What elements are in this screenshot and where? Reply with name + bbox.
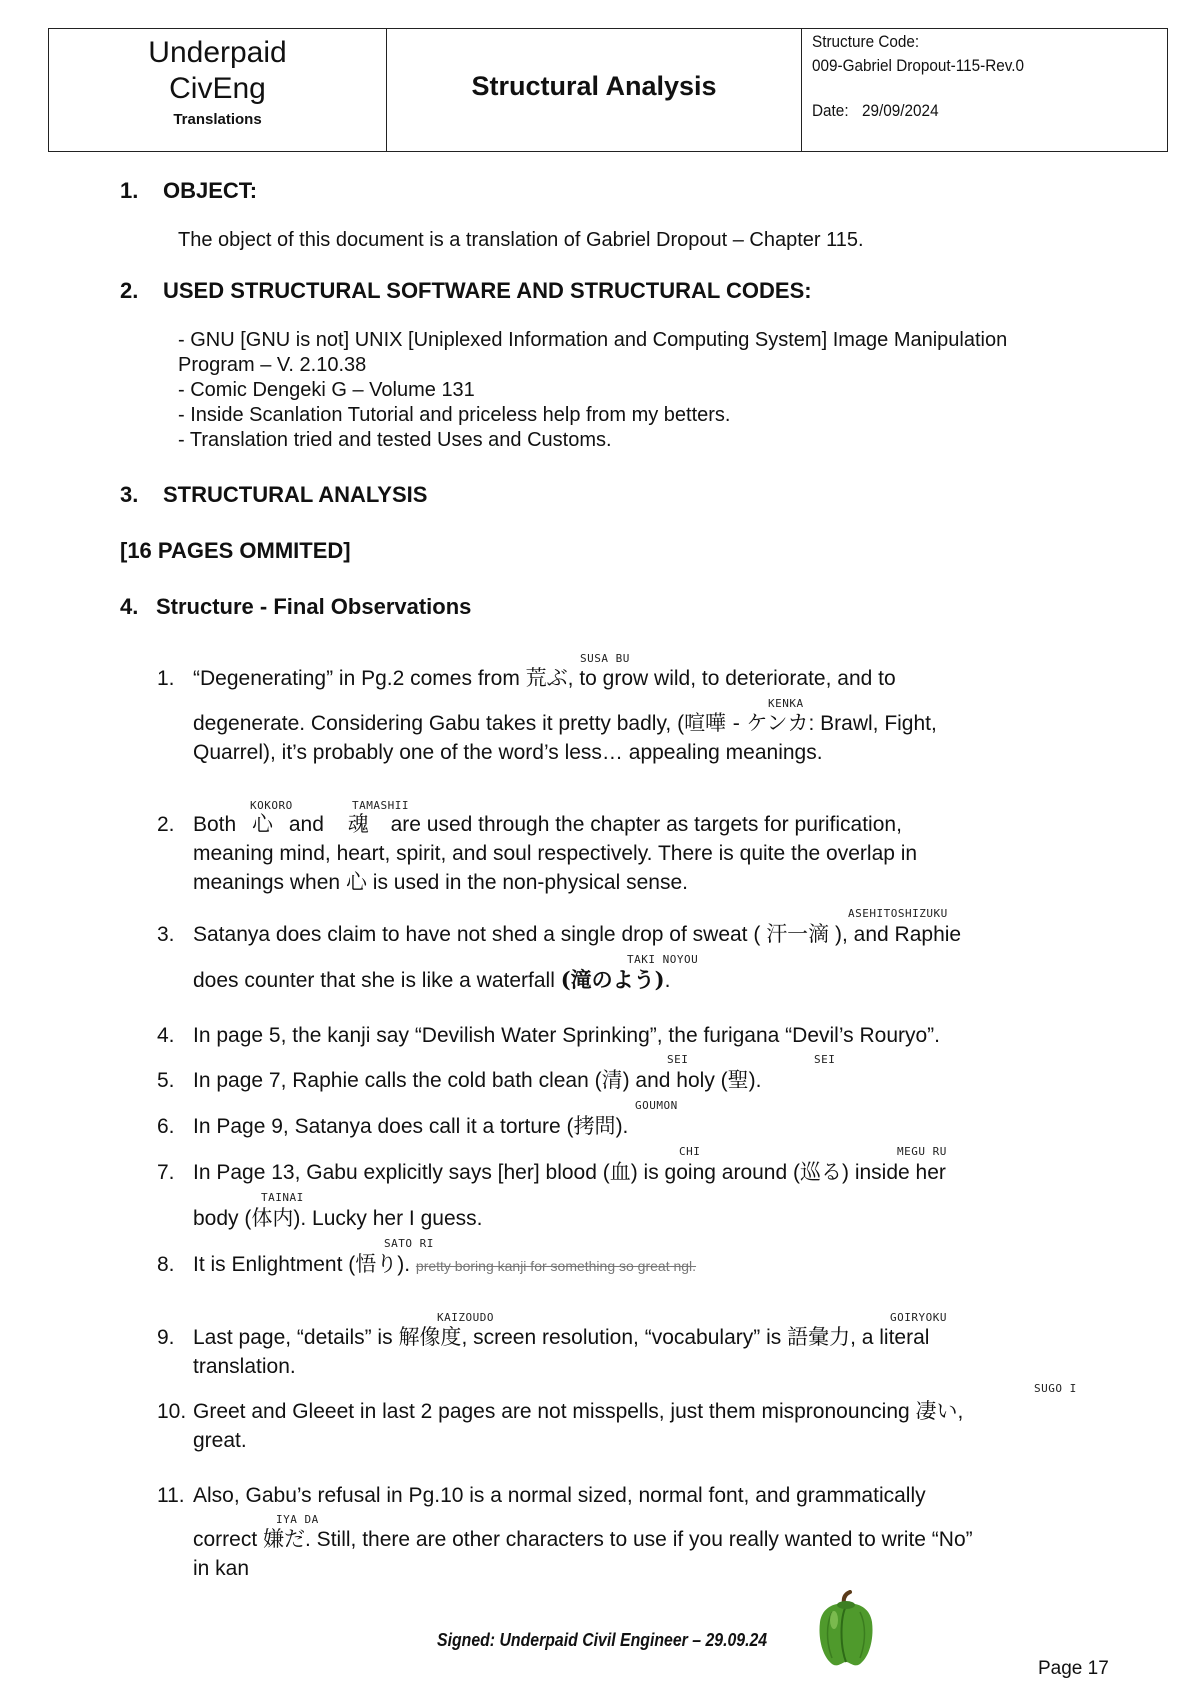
observation-2-kanji-2: 魂 xyxy=(347,812,369,836)
observation-7-number: 7. xyxy=(157,1161,175,1184)
observation-6-kanji-1: 拷問 xyxy=(573,1114,616,1138)
observation-7-furigana-2: MEGU RU xyxy=(897,1145,947,1158)
software-line-5: - Translation tried and tested Uses and Customs. xyxy=(178,429,612,451)
observation-2-line-3: meanings when 心 is used in the non-physical sense. xyxy=(193,870,688,894)
observation-2-furigana-2: TAMASHII xyxy=(352,799,409,812)
observation-11-line-2: correct 嫌だ. Still, there are other characters to use if you really wanted to write “No” xyxy=(193,1527,973,1551)
observation-11-line-3: in kan xyxy=(193,1557,250,1580)
observation-9-furigana-2: GOIRYOKU xyxy=(890,1311,947,1324)
section-1-text: The object of this document is a translation of Gabriel Dropout – Chapter 115. xyxy=(178,229,864,251)
omitted-pages-note: [16 PAGES OMMITED] xyxy=(120,538,351,563)
date-label: Date: xyxy=(812,101,849,120)
observation-2-kanji-1: 心 xyxy=(252,812,274,836)
observation-7-furigana-3: TAINAI xyxy=(261,1191,304,1204)
observation-9-line-2: translation. xyxy=(193,1355,296,1378)
company-name-line1: Underpaid xyxy=(148,36,287,69)
section-4-heading: Structure - Final Observations xyxy=(156,594,472,619)
observation-10-number: 10. xyxy=(157,1400,187,1423)
observation-8-strikethrough-note: pretty boring kanji for something so great ngl. xyxy=(415,1258,697,1274)
signature-line: Signed: Underpaid Civil Engineer – 29.09.24 xyxy=(437,1630,768,1650)
observation-9-kanji-1: 解像度 xyxy=(398,1325,462,1349)
observation-3-line-1: Satanya does claim to have not shed a single drop of sweat ( 汗一滴 ), and Raphie xyxy=(193,922,962,946)
observation-5-text: In page 7, Raphie calls the cold bath clean (清) and holy (聖). xyxy=(193,1068,762,1092)
company-cell xyxy=(49,29,387,151)
section-1-number: 1. xyxy=(120,178,139,203)
observation-3-kanji-2: (滝のよう) xyxy=(560,967,665,992)
observation-9-number: 9. xyxy=(157,1326,175,1349)
observation-7-furigana-1: CHI xyxy=(679,1145,701,1158)
observation-5-kanji-2: 聖 xyxy=(727,1068,749,1092)
observation-1-line-3: Quarrel), it’s probably one of the word’s less… appealing meanings. xyxy=(193,741,823,764)
document-title: Structural Analysis xyxy=(471,71,717,101)
observation-8-text: It is Enlightment (悟り). pretty boring kanji for something so great ngl. xyxy=(193,1252,697,1276)
observation-6-furigana-1: GOUMON xyxy=(635,1099,678,1112)
observation-9-furigana-1: KAIZOUDO xyxy=(437,1311,494,1324)
observation-1-line-2: degenerate. Considering Gabu takes it pretty badly, (喧嘩 - ケンカ: Brawl, Fight, xyxy=(193,711,937,735)
observation-5-furigana-1: SEI xyxy=(667,1053,689,1066)
section-2-heading: USED STRUCTURAL SOFTWARE AND STRUCTURAL CODES: xyxy=(163,278,812,303)
observation-5-furigana-2: SEI xyxy=(814,1053,836,1066)
observation-8-kanji-1: 悟り xyxy=(355,1252,398,1276)
observation-2-line-2: meaning mind, heart, spirit, and soul respectively. There is quite the overlap in xyxy=(193,842,918,865)
observation-7-kanji-3: 体内 xyxy=(251,1206,294,1230)
observation-3-furigana-2: TAKI NOYOU xyxy=(627,953,699,966)
software-line-4: - Inside Scanlation Tutorial and priceless help from my betters. xyxy=(178,404,731,426)
structure-code-label: Structure Code: xyxy=(812,32,920,51)
observation-2-number: 2. xyxy=(157,813,175,836)
company-name-line3: Translations xyxy=(173,111,262,128)
page-number: Page 17 xyxy=(1038,1658,1109,1679)
observation-7-line-2: body (体内). Lucky her I guess. xyxy=(193,1206,483,1230)
observation-3-furigana-1: ASEHITOSHIZUKU xyxy=(848,907,948,920)
observation-6-text: In Page 9, Satanya does call it a torture (拷問). xyxy=(193,1114,629,1138)
document-header-table xyxy=(48,28,1168,152)
observation-10-line-1: Greet and Gleeet in last 2 pages are not misspells, just them mispronouncing 凄い, xyxy=(193,1399,964,1423)
observation-10-kanji-1: 凄い xyxy=(915,1399,958,1423)
section-2-number: 2. xyxy=(120,278,139,303)
date-value: 29/09/2024 xyxy=(862,101,939,120)
metadata-cell xyxy=(802,29,1167,151)
company-name-line2: CivEng xyxy=(169,72,266,105)
observation-4-text: In page 5, the kanji say “Devilish Water Sprinking”, the furigana “Devil’s Rouryo”. xyxy=(193,1024,940,1047)
title-cell xyxy=(387,29,802,151)
observation-11-number: 11. xyxy=(157,1484,185,1507)
software-line-2: Program – V. 2.10.38 xyxy=(178,354,367,376)
observation-3-line-2: does counter that she is like a waterfall (滝のよう). xyxy=(193,967,671,992)
observation-1-kanji-2: 喧嘩 - ケンカ xyxy=(684,711,809,735)
observation-5-kanji-1: 清 xyxy=(601,1068,623,1092)
observation-1-furigana-2: KENKA xyxy=(768,697,804,710)
section-3-number: 3. xyxy=(120,482,139,507)
observation-1-kanji-1: 荒ぶ xyxy=(525,666,568,690)
observation-3-kanji-1: 汗一滴 xyxy=(766,922,830,946)
observation-8-number: 8. xyxy=(157,1253,175,1276)
section-4-number: 4. xyxy=(120,594,139,619)
observation-2-kanji-3: 心 xyxy=(345,870,367,894)
observation-8-furigana-1: SATO RI xyxy=(384,1237,434,1250)
section-1-heading: OBJECT: xyxy=(163,178,258,203)
observation-11-kanji-1: 嫌だ xyxy=(263,1527,306,1551)
software-line-1: - GNU [GNU is not] UNIX [Uniplexed Information and Computing System] Image Manipulation xyxy=(178,329,1008,351)
green-pepper-icon xyxy=(814,1590,878,1670)
observation-11-furigana-1: IYA DA xyxy=(276,1513,319,1526)
observation-4-number: 4. xyxy=(157,1024,175,1047)
observation-9-kanji-2: 語彙力 xyxy=(787,1325,851,1349)
observation-2-line-1: Both 心 and 魂 are used through the chapter as targets for purification, xyxy=(193,812,902,836)
observation-7-kanji-2: 巡る xyxy=(800,1160,842,1184)
observation-6-number: 6. xyxy=(157,1115,175,1138)
observation-11-line-1: Also, Gabu’s refusal in Pg.10 is a normal sized, normal font, and grammatically xyxy=(193,1484,926,1507)
observation-3-number: 3. xyxy=(157,923,175,946)
observation-1-furigana-1: SUSA BU xyxy=(580,652,630,665)
observation-2-furigana-1: KOKORO xyxy=(250,799,293,812)
observation-5-number: 5. xyxy=(157,1069,175,1092)
observation-9-line-1: Last page, “details” is 解像度, screen resolution, “vocabulary” is 語彙力, a literal xyxy=(193,1325,930,1349)
observation-10-line-2: great. xyxy=(193,1429,247,1452)
section-3-heading: STRUCTURAL ANALYSIS xyxy=(163,482,428,507)
structure-code-value: 009-Gabriel Dropout-115-Rev.0 xyxy=(812,56,1025,75)
observation-7-line-1: In Page 13, Gabu explicitly says [her] blood (血) is going around (巡る) inside her xyxy=(193,1160,946,1184)
observation-1-line-1: “Degenerating” in Pg.2 comes from 荒ぶ, to grow wild, to deteriorate, and to xyxy=(193,666,896,690)
software-line-3: - Comic Dengeki G – Volume 131 xyxy=(178,379,475,401)
observation-7-kanji-1: 血 xyxy=(609,1160,631,1184)
observation-10-furigana-1: SUGO I xyxy=(1034,1382,1077,1395)
observation-1-number: 1. xyxy=(157,667,175,690)
